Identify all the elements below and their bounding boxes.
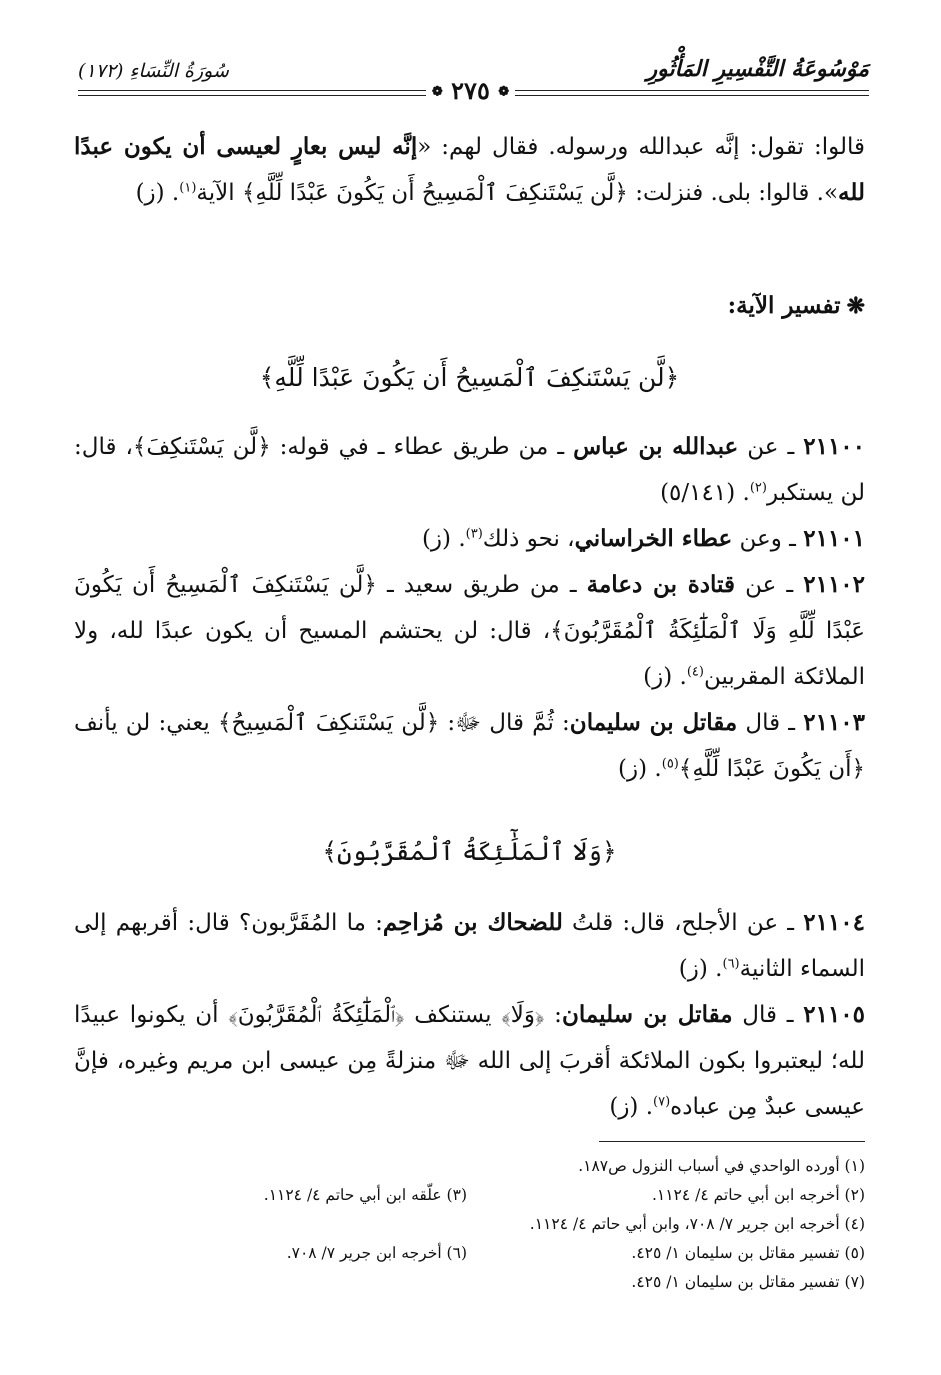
narrator-name: عبدالله بن عباس <box>573 433 739 460</box>
source-code: . (ز) <box>609 1094 654 1120</box>
source-code: . (ز) <box>421 526 466 552</box>
footnote-row <box>150 1181 865 1210</box>
footnote: (٣) علّقه ابن أبي حاتم ٤/ ١١٢٤. <box>263 1186 467 1204</box>
footnote: (٧) تفسير مقاتل بن سليمان ١/ ٤٢٥. <box>631 1273 865 1291</box>
entry <box>74 900 865 992</box>
footnote-row <box>150 1152 865 1181</box>
entry-text: : ثُمَّ قال ﷻ: ﴿لَّن يَسْتَنكِفَ ٱلْمَسِيحُ﴾ يعني: لن يأنف ﴿أَن يَكُونَ عَبْدًا لِّلَّهِ﴾ <box>74 710 865 782</box>
verse-heading-1: ﴿لَّن يَسْتَنكِفَ ٱلْمَسِيحُ أَن يَكُونَ عَبْدًا لِّلَّهِ﴾ <box>259 363 680 392</box>
verse-heading-2: ﴿وَلَا ٱلْمَلَٰٓئِكَةُ ٱلْمُقَرَّبُونَ﴾ <box>322 837 617 866</box>
ornament-icon: ❁ <box>431 84 443 100</box>
source-code: . (٥/١٤١) <box>660 480 750 506</box>
footnote-row <box>150 1210 865 1239</box>
section-heading-text: تفسير الآية: <box>727 292 841 319</box>
section-heading <box>728 290 865 322</box>
footnote-ref: (٣) <box>465 526 483 542</box>
footnote: (٢) أخرجه ابن أبي حاتم ٤/ ١١٢٤. <box>651 1186 865 1204</box>
footnote-ref: (٧) <box>653 1094 671 1110</box>
entry-text: ـ من طريق عطاء ـ في قوله: ﴿لَّن يَسْتَنكِفَ﴾، قال: لن يستكبر <box>74 434 865 506</box>
ornament-icon: ❁ <box>498 84 510 100</box>
entry <box>74 700 865 792</box>
flower-icon: ❋ <box>846 293 865 319</box>
book-title: مَوْسُوعَةُ التَّفْسِيرِ المَأْثُورِ <box>646 56 869 82</box>
intro-text: قالوا: تقول: إنَّه عبدالله ورسوله. فقال لهم: « <box>417 134 865 160</box>
entries-block-2 <box>74 900 865 1130</box>
page-number <box>426 78 515 106</box>
source-code: . (ز) <box>618 756 662 782</box>
page-number-wrap <box>0 78 941 108</box>
footnote-ref: (٢) <box>749 480 767 496</box>
entry-text: ـ من طريق سعيد ـ ﴿لَّن يَسْتَنكِفَ ٱلْمَسِيحُ أَن يَكُونَ عَبْدًا لِّلَّهِ وَلَا ٱلْمَلَٰٓئِكَةُ ٱلْمُقَرَّبُونَ﴾، قال: لن يحتشم المسيح أن يكون عبدًا لله، ولا الملائكة المقربين <box>74 572 865 690</box>
entry-number: ٢١١٠٣ <box>803 709 865 736</box>
entry-text: : ﴿وَلَا﴾ يستنكف ﴿ٱلْمَلَٰٓئِكَةُ ٱلْمُقَرَّبُونَ﴾ أن يكونوا عبيدًا لله؛ ليعتبروا بكون الملائكة أقربَ إلى الله ﷻ منزلةً مِن عيسى ابن مريم وغيره، فإنَّ عيسى عبدٌ مِن عباده <box>74 1002 865 1120</box>
footnote: (٦) أخرجه ابن جرير ٧/ ٧٠٨. <box>286 1244 467 1262</box>
intro-text-continued: ». قالوا: بلى. فنزلت: ﴿لَّن يَسْتَنكِفَ ٱلْمَسِيحُ أَن يَكُونَ عَبْدًا لِّلَّهِ﴾ الآية <box>196 180 839 206</box>
source-code: . (ز) <box>643 664 687 690</box>
entry <box>74 424 865 516</box>
entry-prefix: ـ عن <box>735 572 804 598</box>
footnote-ref: (٥) <box>661 756 679 772</box>
narrator-name: مقاتل بن سليمان <box>569 709 738 736</box>
footnote-ref: (١) <box>179 180 197 196</box>
entry <box>74 562 865 700</box>
intro-bold-quote: إنَّه ليس بعارٍ لعيسى أن يكون عبدًا لله <box>74 133 865 206</box>
footnote: (٥) تفسير مقاتل بن سليمان ١/ ٤٢٥. <box>631 1244 865 1262</box>
footnote-ref: (٦) <box>722 956 740 972</box>
entry-text: : ما المُقَرَّبون؟ قال: أقربهم إلى السماء الثانية <box>74 910 865 982</box>
source-code: . (ز) <box>135 180 180 206</box>
footnote: (٤) أخرجه ابن جرير ٧/ ٧٠٨، وابن أبي حاتم ٤/ ١١٢٤. <box>529 1215 865 1233</box>
footnote-ref: (٤) <box>686 664 704 680</box>
entry-prefix: ـ عن الأجلح، قال: قلتُ <box>562 910 804 936</box>
source-code: . (ز) <box>678 956 723 982</box>
entry-text: ، نحو ذلك <box>482 526 575 552</box>
narrator-name: قتادة بن دعامة <box>586 571 735 598</box>
entry-prefix: ـ عن <box>738 434 804 460</box>
entry-prefix: ـ قال <box>737 710 804 736</box>
entry-number: ٢١١٠٠ <box>803 433 866 460</box>
footnotes <box>150 1152 865 1297</box>
entry-prefix: ـ وعن <box>732 526 804 552</box>
entries-block-1 <box>74 424 865 792</box>
footnote-row <box>150 1239 865 1268</box>
footnote-row <box>150 1268 865 1297</box>
footnote: (١) أورده الواحدي في أسباب النزول ص١٨٧. <box>578 1157 865 1175</box>
narrator-name: مقاتل بن سليمان <box>561 1001 733 1028</box>
narrator-name: عطاء الخراساني <box>574 525 733 552</box>
footnote-divider <box>599 1141 865 1142</box>
entry <box>74 992 865 1130</box>
surah-label: سُورَةُ النِّسَاءِ (١٧٢) <box>78 60 229 82</box>
entry-number: ٢١١٠٤ <box>803 909 865 936</box>
entry-prefix: ـ قال <box>732 1002 804 1028</box>
intro-paragraph <box>74 124 865 216</box>
entry-number: ٢١١٠٥ <box>803 1001 865 1028</box>
narrator-name: للضحاك بن مُزاحِم <box>382 909 563 936</box>
entry-number: ٢١١٠١ <box>803 525 865 552</box>
entry <box>74 516 865 562</box>
entry-number: ٢١١٠٢ <box>803 571 866 598</box>
page-number-text: ٢٧٥ <box>451 76 490 105</box>
